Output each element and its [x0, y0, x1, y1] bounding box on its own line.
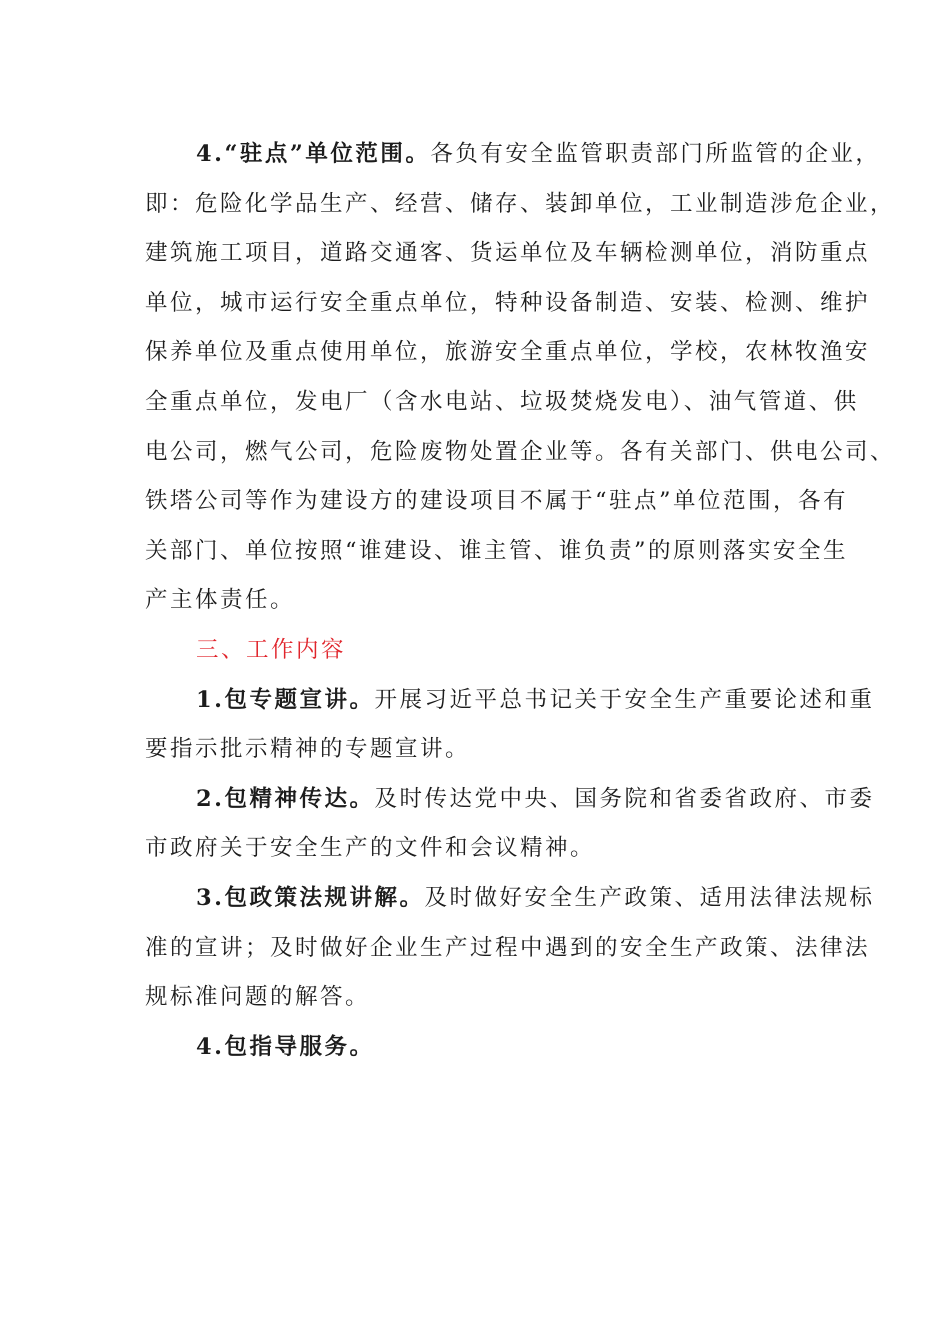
- paragraph-line: [145, 973, 825, 1023]
- paragraph-line: [145, 824, 825, 874]
- paragraph-line: [145, 477, 849, 527]
- line-text: 要指示批示精神的专题宣讲。: [145, 736, 471, 763]
- paragraph-line: [145, 229, 871, 279]
- item-heading: 2.包精神传达。: [196, 785, 375, 812]
- paragraph-line: [145, 924, 871, 974]
- line-text: 各负有安全监管职责部门所监管的企业，: [430, 141, 881, 167]
- line-text: 电公司，燃气公司，危险废物处置企业等。各有关部门、供电公司、: [145, 438, 896, 465]
- paragraph-line: [145, 180, 896, 230]
- line-text: 规标准问题的解答。: [145, 984, 371, 1011]
- line-text: 全重点单位，发电厂（含水电站、垃圾焚烧发电）、油气管道、供: [145, 388, 859, 415]
- line-text: 准的宣讲；及时做好企业生产过程中遇到的安全生产政策、法律法: [145, 934, 871, 961]
- section-heading: 三、工作内容: [196, 636, 347, 663]
- item-heading: 4.“驻点”单位范围。: [196, 141, 431, 167]
- line-text: 市政府关于安全生产的文件和会议精神。: [145, 835, 596, 862]
- line-text: 产主体责任。: [145, 587, 296, 614]
- document-body: [145, 130, 896, 1072]
- paragraph-line: [145, 775, 875, 825]
- paragraph-line: [145, 428, 896, 478]
- paragraph-line: [145, 725, 825, 775]
- line-text: 及时传达党中央、国务院和省委省政府、市委: [374, 785, 875, 812]
- line-text: 即：危险化学品生产、经营、储存、装卸单位，工业制造涉危企业，: [145, 190, 896, 217]
- line-text: 铁塔公司等作为建设方的建设项目不属于“驻点”单位范围，各有: [145, 488, 849, 515]
- paragraph-line: [145, 130, 881, 180]
- line-text: 及时做好安全生产政策、适用法律法规标: [424, 884, 875, 911]
- paragraph-line: [145, 328, 871, 378]
- item-heading: 3.包政策法规讲解。: [196, 884, 425, 911]
- line-text: 开展习近平总书记关于安全生产重要论述和重: [374, 686, 875, 713]
- paragraph-line: [145, 1023, 825, 1073]
- item-heading: 4.包指导服务。: [196, 1033, 375, 1060]
- paragraph-line: [145, 676, 875, 726]
- paragraph-line: [145, 527, 849, 577]
- item-heading: 1.包专题宣讲。: [196, 686, 375, 713]
- paragraph-line: [145, 576, 825, 626]
- line-text: 保养单位及重点使用单位，旅游安全重点单位，学校，农林牧渔安: [145, 339, 871, 366]
- paragraph-line: [145, 874, 875, 924]
- line-text: 建筑施工项目，道路交通客、货运单位及车辆检测单位，消防重点: [145, 240, 871, 267]
- paragraph-line: [145, 279, 871, 329]
- line-text: 关部门、单位按照“谁建设、谁主管、谁负责”的原则落实安全生: [145, 537, 849, 564]
- paragraph-line: [145, 378, 859, 428]
- line-text: 单位，城市运行安全重点单位，特种设备制造、安装、检测、维护: [145, 289, 871, 316]
